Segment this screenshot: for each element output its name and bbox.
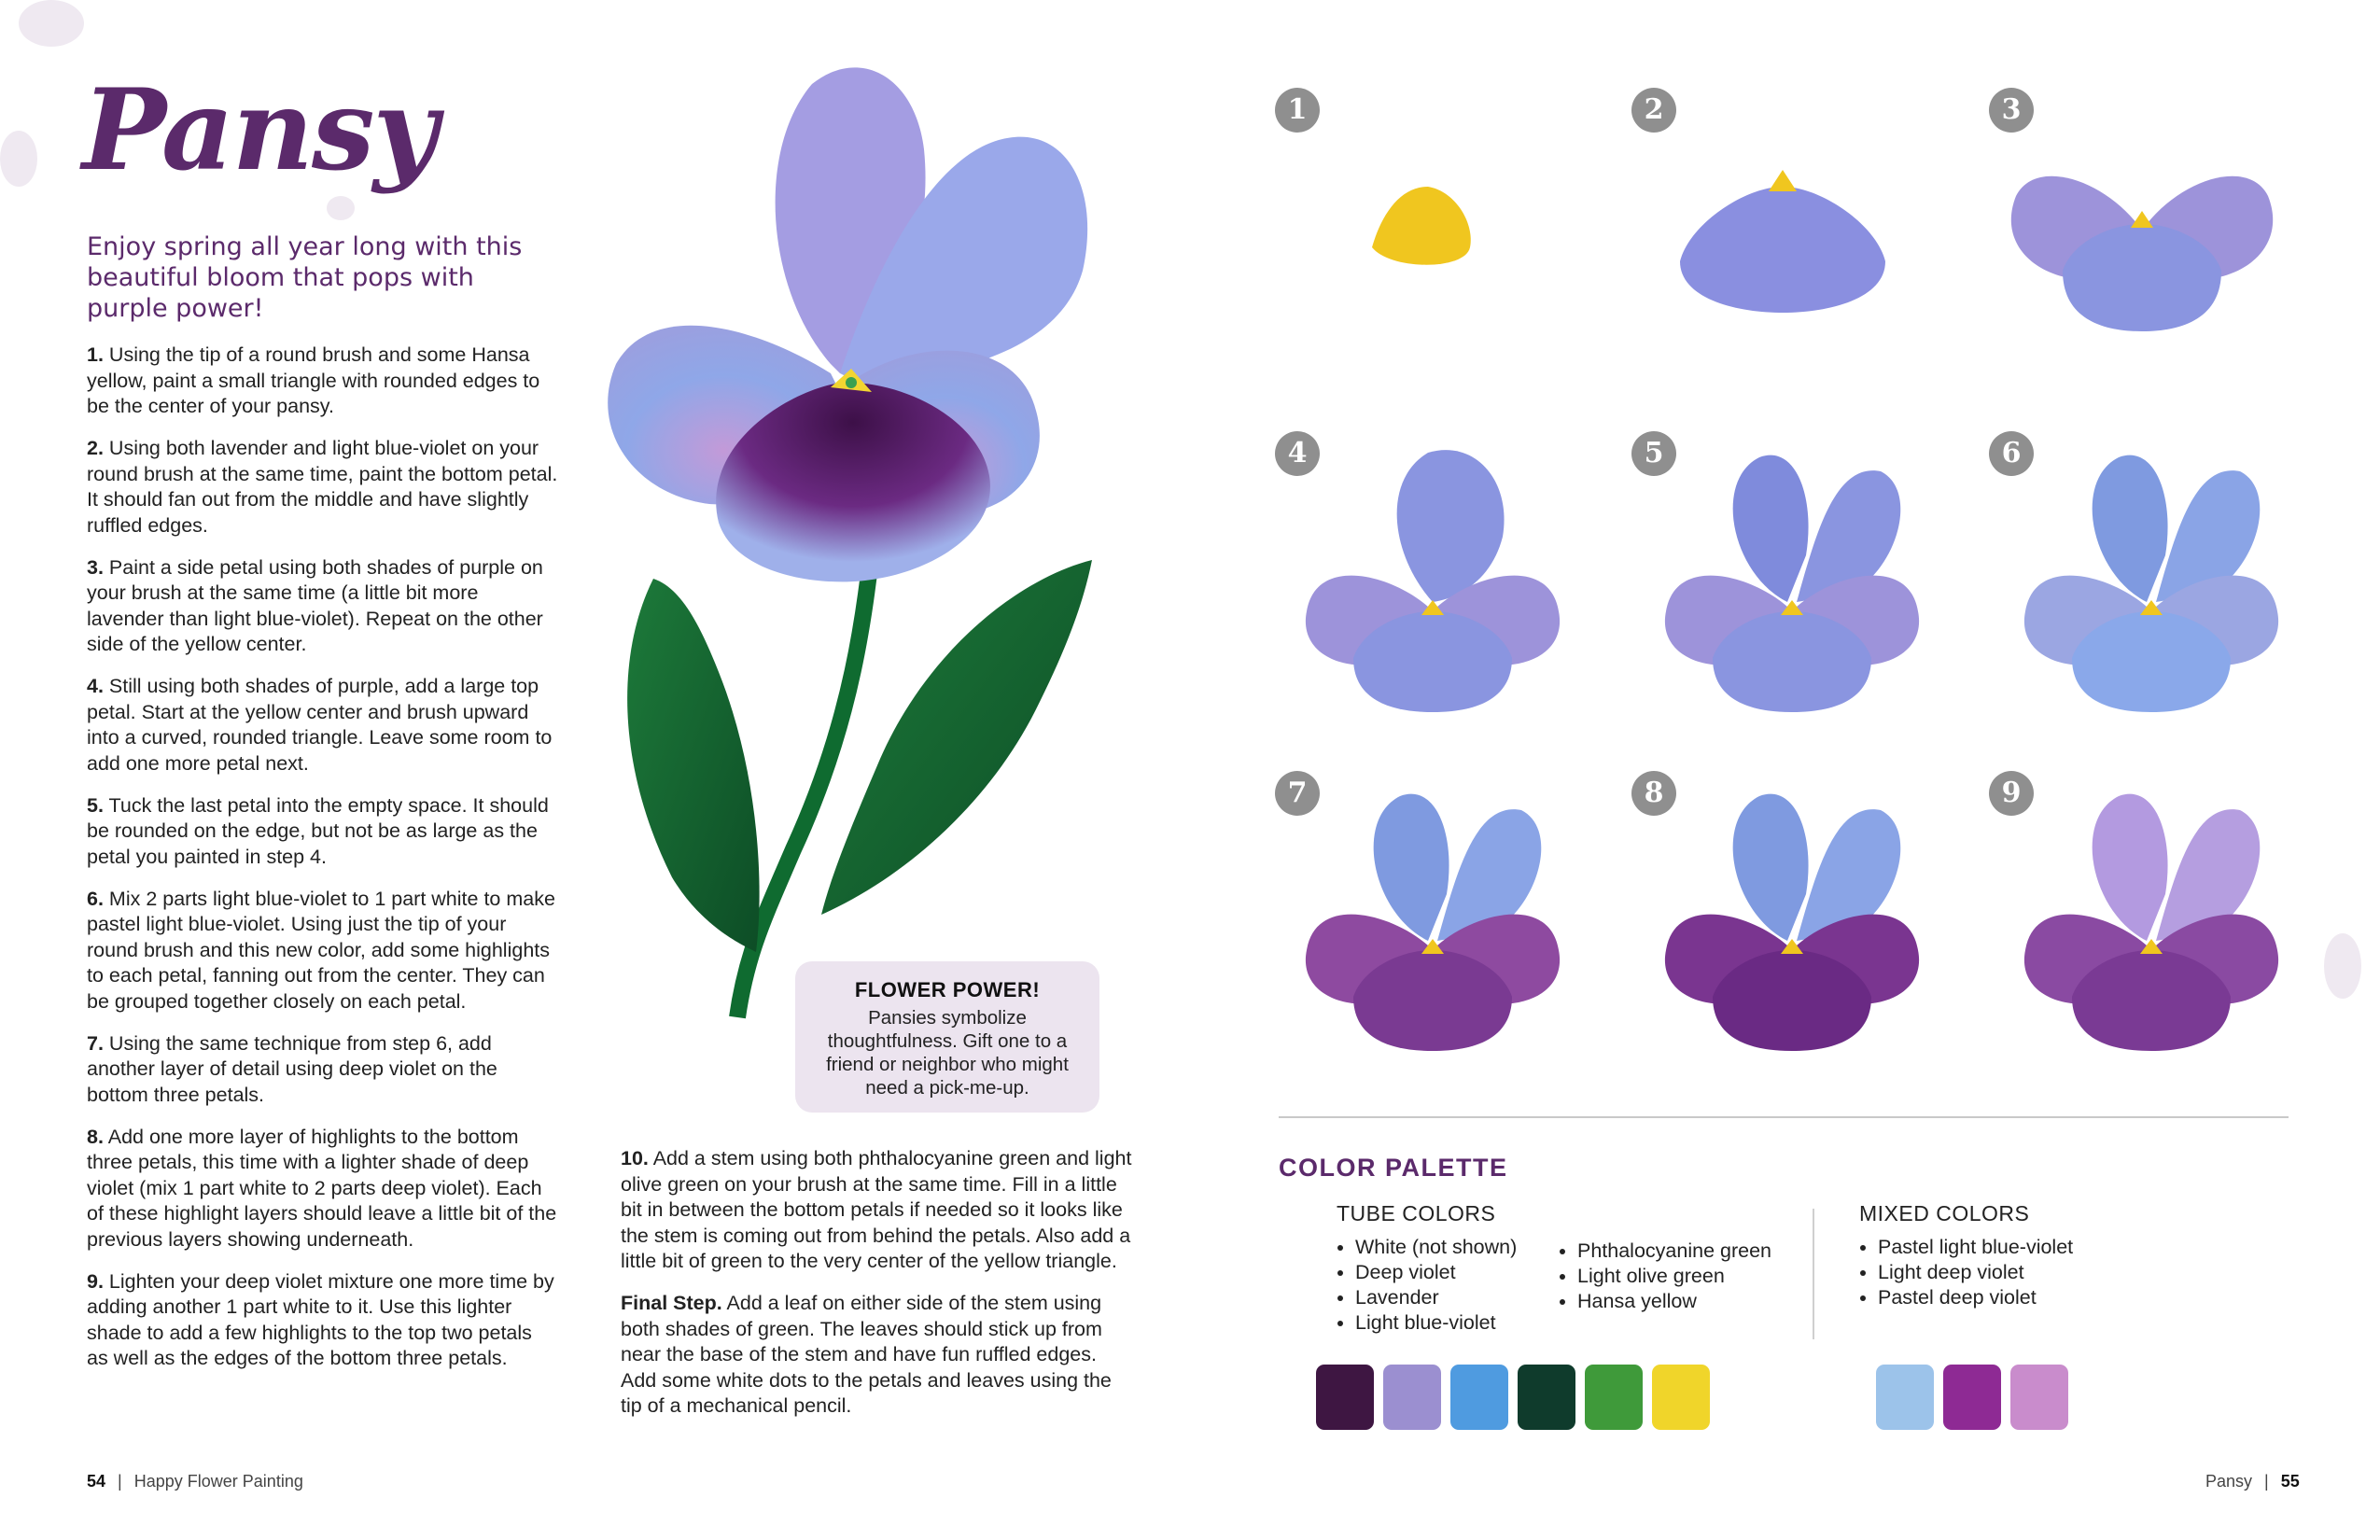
footer-separator: | — [2264, 1472, 2269, 1491]
instructions-column-1 — [87, 343, 558, 1388]
tube-colors-list-1 — [1335, 1235, 1579, 1336]
step-5-illustration — [1657, 443, 1927, 714]
step-paragraph: 10. Add a stem using both phthalocyanine green and light olive green on your brush at the same time. Fill in a little bit in between the bottom petals if needed so it looks like the stem is coming out from behind the petals. Also add a little bit of green to the very center of the yellow triangle. — [621, 1147, 1132, 1272]
step-6-illustration — [2016, 443, 2287, 714]
step-number-badge: 9 — [1989, 771, 2034, 816]
step-paragraph: 6. Mix 2 parts light blue-violet to 1 part white to make pastel light blue-violet. Using just the tip of your round brush and this new color, add some highlights to each petal, fanning out from the center. They can be grouped together closely on each petal. — [87, 887, 555, 1013]
step-paragraph: 8. Add one more layer of highlights to the bottom three petals, this time with a lighter shade of deep violet (mix 1 part white to 2 parts deep violet). Each of these highlight layers should leave a little bit of the previous layers showing underneath. — [87, 1125, 557, 1251]
step-8-illustration — [1657, 782, 1927, 1053]
footer-separator: | — [118, 1472, 122, 1491]
mixed-color-swatches — [1876, 1365, 2081, 1434]
list-item: • Phthalocyanine green — [1577, 1239, 1792, 1264]
tube-colors-list-2 — [1557, 1239, 1792, 1314]
list-item: • White (not shown) — [1355, 1235, 1579, 1260]
step-number-badge: 1 — [1275, 88, 1320, 133]
page-subtitle: Enjoy spring all year long with this beautiful bloom that pops with purple power! — [87, 232, 523, 323]
footer-right — [2205, 1472, 2300, 1491]
pansy-painting — [597, 56, 1101, 1036]
color-swatch — [1943, 1365, 2001, 1430]
color-swatch — [1518, 1365, 1575, 1430]
palette-separator — [1813, 1209, 1814, 1339]
step-2-illustration — [1661, 149, 1904, 317]
page-number: 55 — [2280, 1472, 2300, 1491]
step-number-badge: 7 — [1275, 771, 1320, 816]
mixed-colors-list — [1857, 1235, 2158, 1310]
tube-color-swatches — [1316, 1365, 1736, 1434]
step-paragraph: 9. Lighten your deep violet mixture one more time by adding another 1 part white to it. Use this lighter shade to add a few highlights to the top two petals as well as the edges of the bottom three petals. — [87, 1269, 554, 1369]
color-swatch — [1383, 1365, 1441, 1430]
callout-text: Pansies symbolize thoughtfulness. Gift one to a friend or neighbor who might need a pick-me-up. — [826, 1007, 1069, 1099]
chapter-title: Pansy — [2205, 1472, 2253, 1491]
list-item: • Light deep violet — [1878, 1260, 2158, 1285]
step-number-badge: 5 — [1631, 431, 1676, 476]
step-paragraph: 5. Tuck the last petal into the empty space. It should be rounded on the edge, but not be as large as the petal you painted in step 4. — [87, 793, 549, 868]
page-number: 54 — [87, 1472, 106, 1491]
step-number-badge: 6 — [1989, 431, 2034, 476]
list-item: • Lavender — [1355, 1285, 1579, 1310]
step-number-badge: 2 — [1631, 88, 1676, 133]
color-swatch — [1876, 1365, 1934, 1430]
footer-left — [87, 1472, 303, 1491]
list-item: • Deep violet — [1355, 1260, 1579, 1285]
paint-splash — [0, 131, 37, 187]
color-swatch — [1450, 1365, 1508, 1430]
step-number-badge: 8 — [1631, 771, 1676, 816]
list-item: • Hansa yellow — [1577, 1289, 1792, 1314]
paint-splash — [2324, 933, 2361, 999]
color-swatch — [1585, 1365, 1643, 1430]
step-paragraph: 1. Using the tip of a round brush and some Hansa yellow, paint a small triangle with rounded edges to be the center of your pansy. — [87, 343, 540, 417]
step-paragraph: 4. Still using both shades of purple, add a large top petal. Start at the yellow center and brush upward into a curved, rounded triangle. Leave some room to add one more petal next. — [87, 675, 553, 775]
step-number-badge: 3 — [1989, 88, 2034, 133]
step-7-illustration — [1297, 782, 1568, 1053]
list-item: • Light olive green — [1577, 1264, 1792, 1289]
mixed-colors-heading: MIXED COLORS — [1859, 1201, 2030, 1225]
list-item: • Light blue-violet — [1355, 1310, 1579, 1336]
step-paragraph: 3. Paint a side petal using both shades of purple on your brush at the same time (a little bit more lavender than light blue-violet). Repeat on the other side of the yellow center. — [87, 555, 543, 655]
divider — [1279, 1116, 2289, 1118]
paint-splash — [19, 0, 84, 47]
tube-colors-heading: TUBE COLORS — [1337, 1201, 1496, 1225]
book-title: Happy Flower Painting — [133, 1472, 303, 1491]
instructions-column-2 — [621, 1146, 1132, 1435]
color-swatch — [1652, 1365, 1710, 1430]
step-paragraph: 2. Using both lavender and light blue-violet on your round brush at the same time, paint the bottom petal. It should fan out from the middle and have slightly ruffled edges. — [87, 437, 558, 537]
leaf-left — [627, 579, 759, 952]
flower-power-callout — [795, 961, 1099, 1113]
color-palette-title: COLOR PALETTE — [1279, 1154, 1508, 1182]
color-swatch — [2010, 1365, 2068, 1430]
callout-title: FLOWER POWER! — [854, 978, 1041, 1001]
step-9-illustration — [2016, 782, 2287, 1053]
step-4-illustration — [1297, 443, 1568, 714]
step-3-illustration — [1997, 149, 2287, 336]
list-item: • Pastel deep violet — [1878, 1285, 2158, 1310]
color-swatch — [1316, 1365, 1374, 1430]
step-number-badge: 4 — [1275, 431, 1320, 476]
paint-splash — [327, 196, 355, 220]
list-item: • Pastel light blue-violet — [1878, 1235, 2158, 1260]
step-paragraph: Final Step. Add a leaf on either side of the stem using both shades of green. The leaves should stick up from near the base of the stem and have fun ruffled edges. Add some white dots to the petals and leaves using the tip of a mechanical pencil. — [621, 1292, 1112, 1417]
step-1-illustration — [1363, 177, 1484, 280]
page-title: Pansy — [82, 64, 437, 196]
step-paragraph: 7. Using the same technique from step 6, add another layer of detail using deep violet on the bottom three petals. — [87, 1031, 497, 1106]
